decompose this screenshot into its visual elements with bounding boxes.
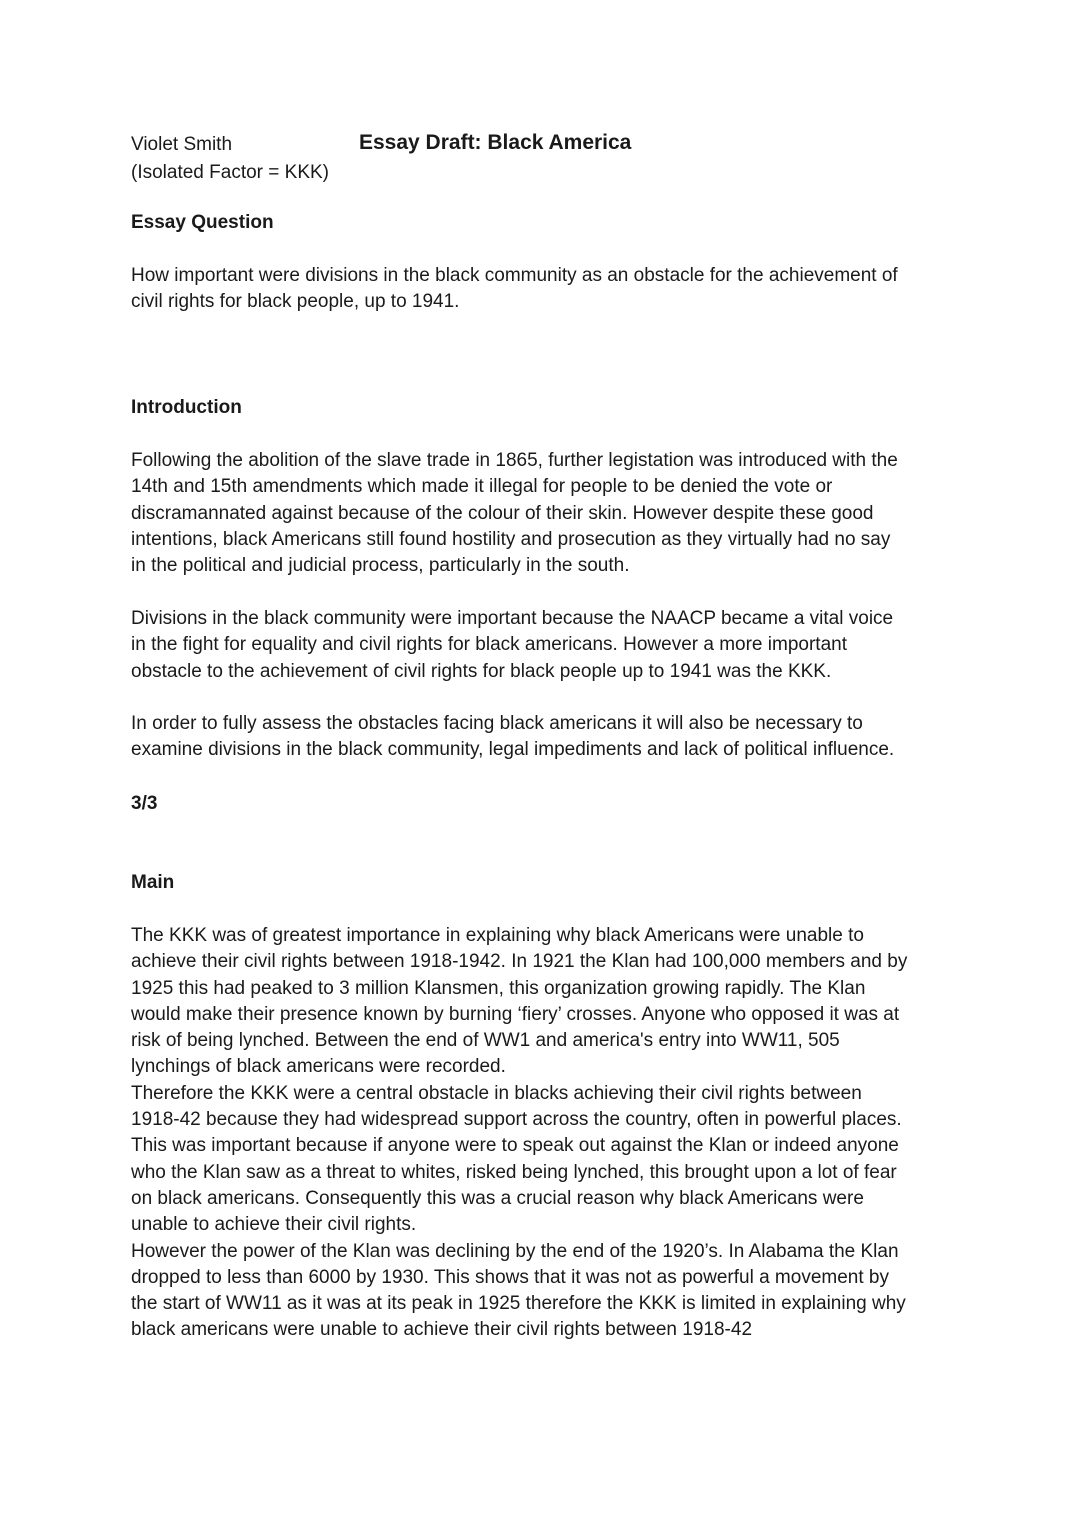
text-line: examine divisions in the black community, legal impediments and lack of political influence. [131, 739, 895, 761]
isolated-factor: (Isolated Factor = KKK) [131, 162, 329, 183]
essay-question-text [131, 263, 961, 316]
introduction-paragraph-3 [131, 711, 961, 764]
text-line: The KKK was of greatest importance in explaining why black Americans were unable to [131, 925, 864, 946]
text-line: However the power of the Klan was declining by the end of the 1920’s. In Alabama the Klan [131, 1240, 899, 1262]
text-line: black americans were unable to achieve their civil rights between 1918-42 [131, 1319, 753, 1341]
main-body [131, 923, 961, 1344]
text-line: discramannated against because of the colour of their skin. However despite these good [131, 502, 874, 524]
text-line: the start of WW11 as it was at its peak in 1925 therefore the KKK is limited in explaining why [131, 1293, 906, 1315]
introduction-heading: Introduction [131, 397, 242, 418]
introduction-score: 3/3 [131, 793, 158, 814]
text-line: In order to fully assess the obstacles facing black americans it will also be necessary to [131, 713, 863, 734]
text-line: lynchings of black americans were recorded. [131, 1056, 506, 1078]
text-line: civil rights for black people, up to 1941. [131, 291, 460, 313]
text-line: in the political and judicial process, particularly in the south. [131, 555, 630, 577]
essay-question-heading: Essay Question [131, 212, 274, 233]
text-line: dropped to less than 6000 by 1930. This shows that it was not as powerful a movement by [131, 1266, 889, 1288]
text-line: on black americans. Consequently this was a crucial reason why black Americans were [131, 1187, 864, 1209]
text-line: achieve their civil rights between 1918-1942. In 1921 the Klan had 100,000 members and by [131, 951, 908, 973]
document-title: Essay Draft: Black America [359, 131, 632, 154]
text-line: unable to achieve their civil rights. [131, 1214, 417, 1236]
text-line: Following the abolition of the slave trade in 1865, further legistation was introduced with the [131, 450, 898, 471]
text-line: risk of being lynched. Between the end of WW1 and america's entry into WW11, 505 [131, 1030, 840, 1052]
introduction-paragraph-2 [131, 606, 961, 685]
text-line: 1918-42 because they had widespread support across the country, often in powerful places. [131, 1109, 902, 1131]
introduction-paragraph-1 [131, 448, 961, 579]
text-line: who the Klan saw as a threat to whites, risked being lynched, this brought upon a lot of fear [131, 1161, 897, 1183]
text-line: Therefore the KKK were a central obstacle in blacks achieving their civil rights between [131, 1082, 862, 1104]
text-line: Divisions in the black community were important because the NAACP became a vital voice [131, 608, 894, 629]
text-line: This was important because if anyone were to speak out against the Klan or indeed anyone [131, 1135, 899, 1157]
text-line: intentions, black Americans still found hostility and prosecution as they virtually had no say [131, 528, 891, 550]
text-line: How important were divisions in the black community as an obstacle for the achievement of [131, 265, 898, 286]
text-line: 1925 this had peaked to 3 million Klansmen, this organization growing rapidly. The Klan [131, 977, 866, 999]
author-name: Violet Smith [131, 134, 233, 155]
text-line: in the fight for equality and civil rights for black americans. However a more important [131, 634, 847, 656]
text-line: would make their presence known by burning ‘fiery’ crosses. Anyone who opposed it was at [131, 1003, 900, 1025]
main-heading: Main [131, 872, 175, 893]
text-line: 14th and 15th amendments which made it illegal for people to be denied the vote or [131, 476, 833, 498]
text-line: obstacle to the achievement of civil rights for black people up to 1941 was the KKK. [131, 660, 832, 682]
